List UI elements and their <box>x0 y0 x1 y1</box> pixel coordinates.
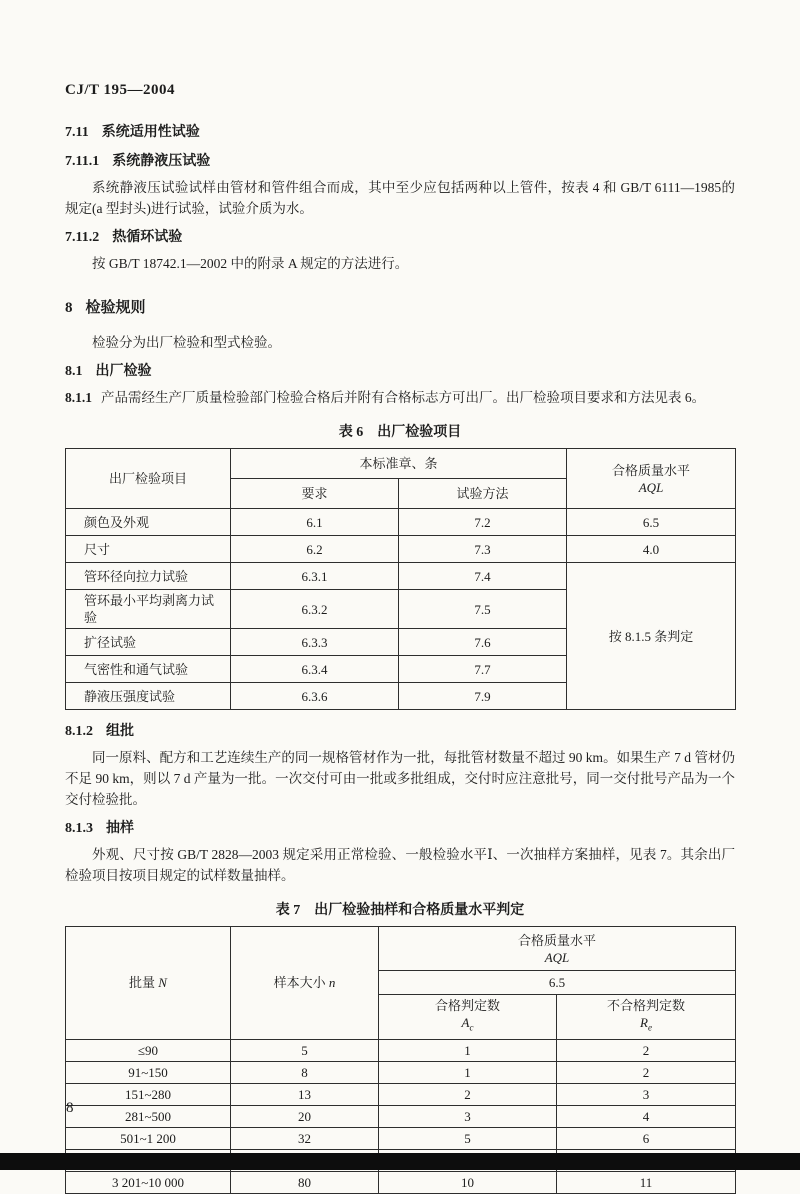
heading-number: 8.1.2 <box>65 724 93 739</box>
table-cell: 3 <box>379 1105 557 1127</box>
table7-caption: 表 7 出厂检验抽样和合格质量水平判定 <box>275 903 525 918</box>
table-cell: 32 <box>231 1127 379 1149</box>
ac-subscript: c <box>469 1022 474 1033</box>
table7-header-aql-line2: AQL <box>544 949 570 965</box>
table-cell: 1 <box>379 1039 557 1061</box>
page-number: 8 <box>66 1100 74 1116</box>
table-cell: 6.3.3 <box>231 629 399 656</box>
paragraph-8-1-2: 同一原料、配方和工艺连续生产的同一规格管材作为一批，每批管材数量不超过 90 km。如果生产 7 d 管材仍不足 90 km，则以 7 d 产量为一批。一次交付可由一批或多批组成，交付时应注意批号，同一交付批号产品为一个交付检验批。 <box>65 750 735 807</box>
table-row <box>66 1105 736 1127</box>
table-row <box>66 1127 736 1149</box>
table7-header-sample <box>231 927 379 1040</box>
heading-title: 系统适用性试验 <box>101 125 200 140</box>
table-cell: 7.3 <box>399 536 567 563</box>
table-cell: 静液压强度试验 <box>66 683 231 710</box>
paragraph-7-11-1: 系统静液压试验试样由管材和管件组合而成，其中至少应包括两种以上管件，按表 4 和 GB/T 6111—1985的规定(a 型封头)进行试验，试验介质为水。 <box>65 180 735 216</box>
heading-number: 7.11.1 <box>65 154 100 169</box>
heading-number: 8.1.3 <box>65 821 93 836</box>
table-cell: 4 <box>557 1105 736 1127</box>
table-cell: 7.6 <box>399 629 567 656</box>
heading-7-11-1 <box>65 152 735 172</box>
table-cell: 80 <box>231 1171 379 1193</box>
re-subscript: e <box>647 1022 652 1033</box>
table-cell: 6.3.1 <box>231 563 399 590</box>
heading-number: 8.1.1 <box>65 390 92 405</box>
table-cell: 管环径向拉力试验 <box>66 563 231 590</box>
table7-header-re-symbol <box>563 1014 729 1037</box>
heading-title: 抽样 <box>106 821 134 836</box>
heading-number: 7.11 <box>65 125 89 140</box>
table-cell: 6.3.2 <box>231 590 399 629</box>
table-row <box>66 563 736 590</box>
table-cell: 7.5 <box>399 590 567 629</box>
heading-title: 检验规则 <box>85 300 146 316</box>
table7-header-ac-symbol <box>385 1014 550 1037</box>
table-cell: 4.0 <box>567 536 736 563</box>
table-cell: 6.1 <box>231 509 399 536</box>
table7-header-aql-value: 6.5 <box>379 971 736 995</box>
table6-header-aql-line2: AQL <box>638 479 664 495</box>
table-cell: 151~280 <box>66 1083 231 1105</box>
table-cell: 2 <box>379 1083 557 1105</box>
paragraph-7-11-2: 按 GB/T 18742.1—2002 中的附录 A 规定的方法进行。 <box>92 256 409 271</box>
table-cell: 7.2 <box>399 509 567 536</box>
table-cell: 20 <box>231 1105 379 1127</box>
table-cell: 6 <box>557 1127 736 1149</box>
table7-header-batch-var: N <box>158 975 167 991</box>
table-cell: 3 <box>557 1083 736 1105</box>
table-cell: 2 <box>557 1039 736 1061</box>
heading-7-11 <box>65 123 735 143</box>
table-row <box>66 509 736 536</box>
heading-title: 系统静液压试验 <box>112 154 211 169</box>
heading-8 <box>65 298 735 318</box>
ac-symbol: A <box>461 1015 470 1030</box>
table7-header-re-label: 不合格判定数 <box>607 998 686 1013</box>
table-cell: 13 <box>231 1083 379 1105</box>
paragraph-8: 检验分为出厂检验和型式检验。 <box>92 335 281 350</box>
table7-header-aql-line1: 合格质量水平 <box>518 932 597 948</box>
heading-title: 出厂检验 <box>95 364 152 379</box>
re-symbol: R <box>640 1015 648 1030</box>
table-row <box>66 536 736 563</box>
table6-header-aql <box>567 449 736 509</box>
table-cell: 7.9 <box>399 683 567 710</box>
table-cell: 6.5 <box>567 509 736 536</box>
heading-title: 组批 <box>106 724 134 739</box>
table6-merged-aql: 按 8.1.5 条判定 <box>567 563 736 710</box>
table7-header-sample-var: n <box>328 975 336 991</box>
table-cell: 2 <box>557 1061 736 1083</box>
table-cell: 7.4 <box>399 563 567 590</box>
table-cell: 扩径试验 <box>66 629 231 656</box>
table-cell: 91~150 <box>66 1061 231 1083</box>
table7-header-sample-label: 样本大小 <box>273 975 329 991</box>
heading-number: 8.1 <box>65 364 83 379</box>
table-cell: 501~1 200 <box>66 1127 231 1149</box>
table-cell: 10 <box>379 1171 557 1193</box>
table6-header-item: 出厂检验项目 <box>66 449 231 509</box>
table-cell: 6.2 <box>231 536 399 563</box>
paragraph-8-1-1 <box>65 387 735 408</box>
heading-8-1 <box>65 362 735 382</box>
table-cell: 气密性和通气试验 <box>66 656 231 683</box>
doc-code: CJ/T 195—2004 <box>65 82 175 98</box>
table-cell: 颜色及外观 <box>66 509 231 536</box>
table-cell: 1 <box>379 1061 557 1083</box>
table6-header-aql-line1: 合格质量水平 <box>612 462 691 478</box>
table7-header-aql <box>379 927 736 971</box>
heading-8-1-3 <box>65 819 735 839</box>
scan-edge-bar <box>0 1153 800 1170</box>
table7-header-ac <box>379 995 557 1040</box>
table-cell: 管环最小平均剥离力试验 <box>66 590 231 629</box>
table-row <box>66 1061 736 1083</box>
table-cell: ≤90 <box>66 1039 231 1061</box>
table6-caption: 表 6 出厂检验项目 <box>338 425 462 440</box>
table-cell: 6.3.6 <box>231 683 399 710</box>
table6-header-standard: 本标准章、条 <box>231 449 567 479</box>
table7-header-ac-label: 合格判定数 <box>434 998 500 1013</box>
table6-header-method: 试验方法 <box>399 479 567 509</box>
table6-header-requirement: 要求 <box>231 479 399 509</box>
heading-number: 8 <box>65 300 73 316</box>
heading-title: 热循环试验 <box>112 230 183 245</box>
heading-7-11-2 <box>65 228 735 248</box>
table-row <box>66 1083 736 1105</box>
heading-number: 7.11.2 <box>65 230 100 245</box>
table-cell: 6.3.4 <box>231 656 399 683</box>
heading-8-1-2 <box>65 722 735 742</box>
table-row <box>66 1171 736 1193</box>
table-cell: 11 <box>557 1171 736 1193</box>
document-page <box>65 0 735 1194</box>
table7-header-batch-label: 批量 <box>129 975 159 991</box>
table7-header-batch <box>66 927 231 1040</box>
paragraph-text: 产品需经生产厂质量检验部门检验合格后并附有合格标志方可出厂。出厂检验项目要求和方法见表 6。 <box>101 390 706 405</box>
table-cell: 7.7 <box>399 656 567 683</box>
table-cell: 3 201~10 000 <box>66 1171 231 1193</box>
table-cell: 281~500 <box>66 1105 231 1127</box>
table-row <box>66 1039 736 1061</box>
table-6 <box>65 448 736 710</box>
table-cell: 尺寸 <box>66 536 231 563</box>
paragraph-8-1-3: 外观、尺寸按 GB/T 2828—2003 规定采用正常检验、一般检验水平Ⅰ、一次抽样方案抽样，见表 7。其余出厂检验项目按项目规定的试样数量抽样。 <box>65 847 735 883</box>
table-cell: 5 <box>379 1127 557 1149</box>
table-cell: 5 <box>231 1039 379 1061</box>
table-cell: 8 <box>231 1061 379 1083</box>
table7-header-re <box>557 995 736 1040</box>
